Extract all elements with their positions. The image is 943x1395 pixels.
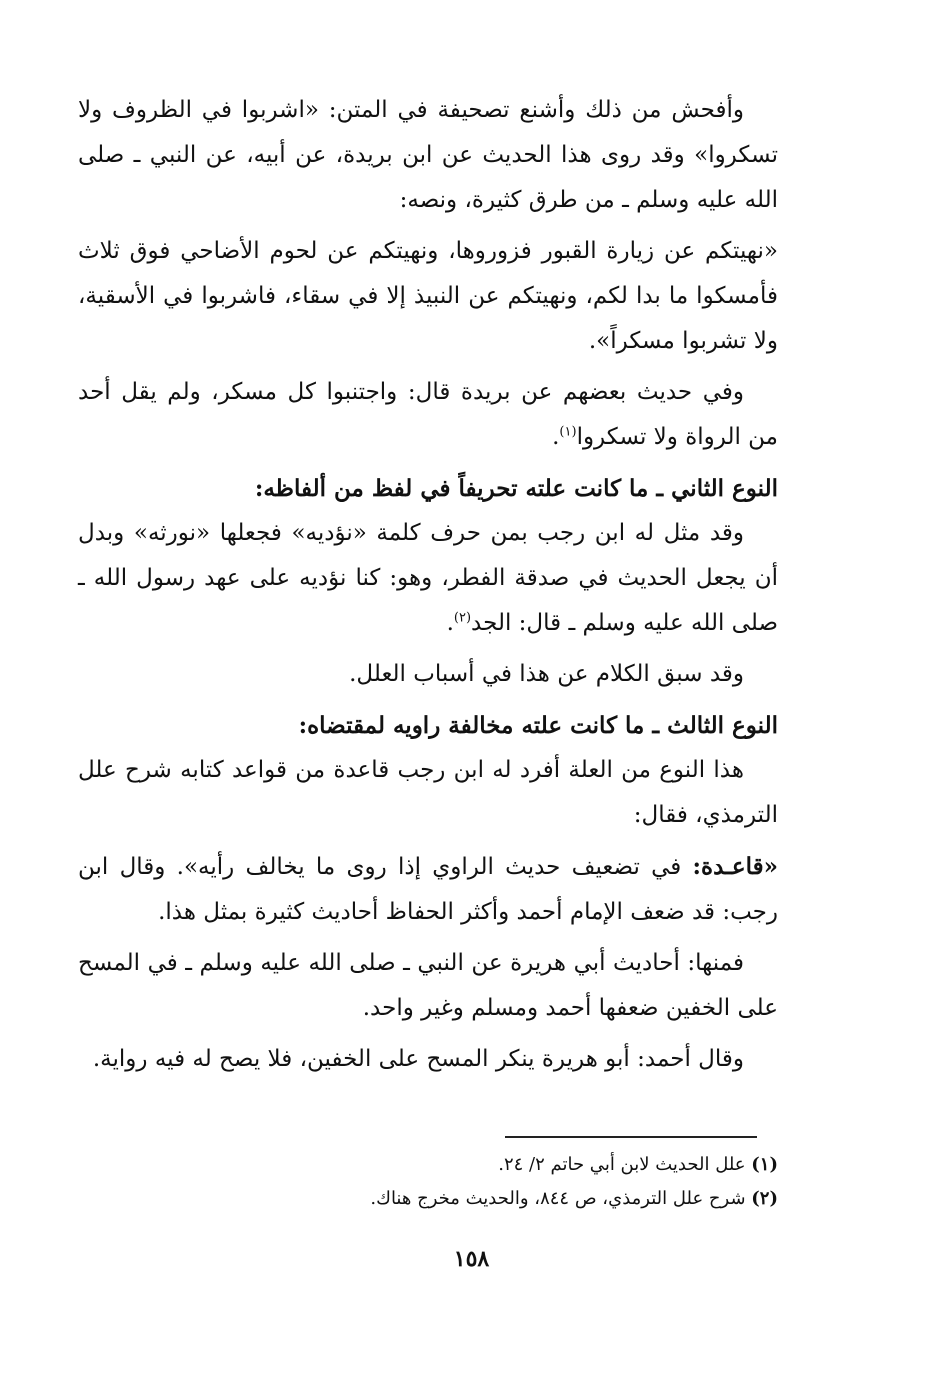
footnote-1: [78, 1148, 778, 1182]
footnote-2-text: شرح علل الترمذي، ص ٨٤٤، والحديث مخرج هناك.: [370, 1188, 752, 1209]
paragraph-ahmad-said: وقال أحمد: أبو هريرة ينكر المسح على الخفين، فلا يصح له فيه رواية.: [92, 1046, 744, 1072]
footnote-ref-1: (١): [559, 424, 577, 440]
paragraph-abu-hurayrah: فمنها: أحاديث أبي هريرة عن النبي ـ صلى الله عليه وسلم ـ في المسح على الخفين ضعفها أحمد ومسلم وغير واحد.: [78, 950, 778, 1021]
paragraph-ibn-rajab-rule: هذا النوع من العلة أفرد له ابن رجب قاعدة من قواعد كتابه شرح علل الترمذي، فقال:: [78, 757, 778, 828]
qaidah-text: في تضعيف حديث الراوي إذا روى ما يخالف رأيه». وقال ابن رجب: قد ضعف الإمام أحمد وأكثر الحفاظ أحاديث كثيرة بمثل هذا.: [78, 854, 778, 925]
footnote-1-number: (١): [751, 1154, 778, 1175]
paragraph-tahrif-text: وقد مثل له ابن رجب بمن حرف كلمة «نؤديه» فجعلها «نورثه» وبدل أن يجعل الحديث في صدقة الفطر، وهو: كنا نؤديه على عهد رسول الله ـ صلى الله عليه وسلم ـ قال: الجد: [78, 520, 778, 636]
page-number: ١٥٨: [453, 1246, 490, 1272]
footnote-2: [78, 1182, 778, 1216]
heading-third-type: النوع الثالث ـ ما كانت علته مخالفة راويه لمقتضاه:: [298, 712, 778, 739]
footnote-divider: [505, 1136, 757, 1138]
heading-second-type: النوع الثاني ـ ما كانت علته تحريفاً في لفظ من ألفاظه:: [254, 475, 778, 502]
paragraph-tahrif: [78, 511, 778, 646]
paragraph-tahrif-end: .: [446, 610, 454, 636]
paragraph-buraydah-text: وفي حديث بعضهم عن بريدة قال: واجتنبوا كل مسكر، ولم يقل أحد من الرواة ولا تسكروا: [78, 379, 778, 450]
footnote-ref-2: (٢): [453, 610, 472, 626]
paragraph-previous-discussion: وقد سبق الكلام عن هذا في أسباب العلل.: [349, 661, 744, 687]
footnote-1-text: علل الحديث لابن أبي حاتم ٢/ ٢٤.: [498, 1154, 752, 1175]
qaidah-label: «قاعـدة:: [692, 853, 778, 880]
footnotes: [78, 1148, 778, 1216]
footnote-2-number: (٢): [751, 1188, 778, 1209]
paragraph-qaidah: [78, 844, 778, 935]
paragraph-tashif: وأفحش من ذلك وأشنع تصحيفة في المتن: «اشربوا في الظروف ولا تسكروا» وقد روى هذا الحديث عن ابن بريدة، عن أبيه، عن النبي ـ صلى الله عليه وسلم ـ من طرق كثيرة، ونصه:: [78, 97, 778, 213]
page-body: [78, 88, 778, 1088]
paragraph-buraydah-end: .: [552, 424, 560, 450]
paragraph-buraydah: [78, 370, 778, 460]
paragraph-hadith-quote: «نهيتكم عن زيارة القبور فزوروها، ونهيتكم عن لحوم الأضاحي فوق ثلاث فأمسكوا ما بدا لكم، ونهيتكم عن النبيذ إلا في سقاء، فاشربوا في الأسقية، ولا تشربوا مسكراً».: [78, 238, 778, 354]
